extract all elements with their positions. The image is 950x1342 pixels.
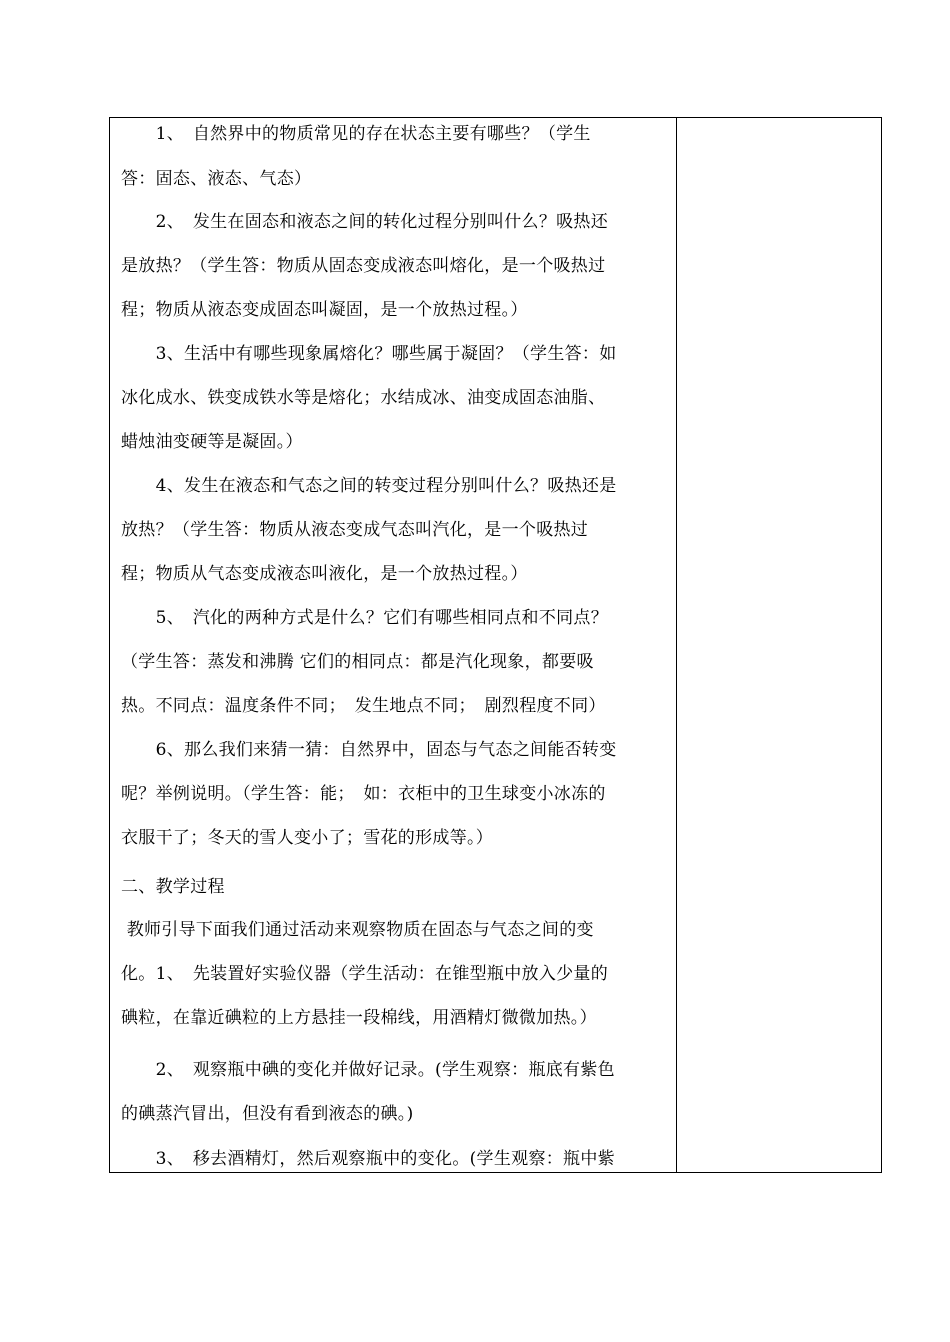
text-line: 呢？举例说明。（学生答：能； 如：衣柜中的卫生球变小冰冻的: [121, 784, 606, 804]
text-line: 3、生活中有哪些现象属熔化？哪些属于凝固？（学生答：如: [121, 344, 617, 364]
text-line: 教师引导下面我们通过活动来观察物质在固态与气态之间的变: [121, 920, 594, 940]
notes-cell: [677, 118, 881, 1172]
text-line: 二、教学过程: [121, 877, 225, 897]
text-line: 衣服干了；冬天的雪人变小了；雪花的形成等。）: [121, 828, 494, 848]
lesson-table: [109, 117, 882, 1173]
text-line: 蜡烛油变硬等是凝固。）: [121, 432, 303, 452]
text-line: 化。1、 先装置好实验仪器（学生活动：在锥型瓶中放入少量的: [121, 964, 609, 984]
text-line: 答：固态、液态、气态）: [121, 169, 312, 189]
text-line: 放热？（学生答：物质从液态变成气态叫汽化，是一个吸热过: [121, 520, 589, 540]
text-line: 热。不同点：温度条件不同； 发生地点不同； 剧烈程度不同）: [121, 696, 606, 716]
text-line: 的碘蒸汽冒出，但没有看到液态的碘。): [121, 1104, 414, 1124]
text-line: 是放热？（学生答：物质从固态变成液态叫熔化，是一个吸热过: [121, 256, 606, 276]
text-line: 4、发生在液态和气态之间的转变过程分别叫什么？吸热还是: [121, 476, 617, 496]
lesson-content-cell: [110, 118, 676, 1172]
text-line: 5、 汽化的两种方式是什么？它们有哪些相同点和不同点？: [121, 608, 609, 628]
text-line: 1、 自然界中的物质常见的存在状态主要有哪些？（学生: [121, 124, 591, 144]
text-line: 6、那么我们来猜一猜：自然界中，固态与气态之间能否转变: [121, 740, 617, 760]
text-line: 3、 移去酒精灯，然后观察瓶中的变化。(学生观察：瓶中紫: [121, 1149, 615, 1169]
text-line: 2、 发生在固态和液态之间的转化过程分别叫什么？吸热还: [121, 212, 609, 232]
text-line: 碘粒，在靠近碘粒的上方悬挂一段棉线，用酒精灯微微加热。）: [121, 1008, 597, 1028]
text-line: （学生答：蒸发和沸腾 它们的相同点：都是汽化现象，都要吸: [121, 652, 594, 672]
text-line: 冰化成水、铁变成铁水等是熔化；水结成冰、油变成固态油脂、: [121, 388, 606, 408]
text-line: 程；物质从气态变成液态叫液化，是一个放热过程。）: [121, 564, 528, 584]
text-line: 程；物质从液态变成固态叫凝固，是一个放热过程。）: [121, 300, 528, 320]
text-line: 2、 观察瓶中碘的变化并做好记录。(学生观察：瓶底有紫色: [121, 1060, 615, 1080]
